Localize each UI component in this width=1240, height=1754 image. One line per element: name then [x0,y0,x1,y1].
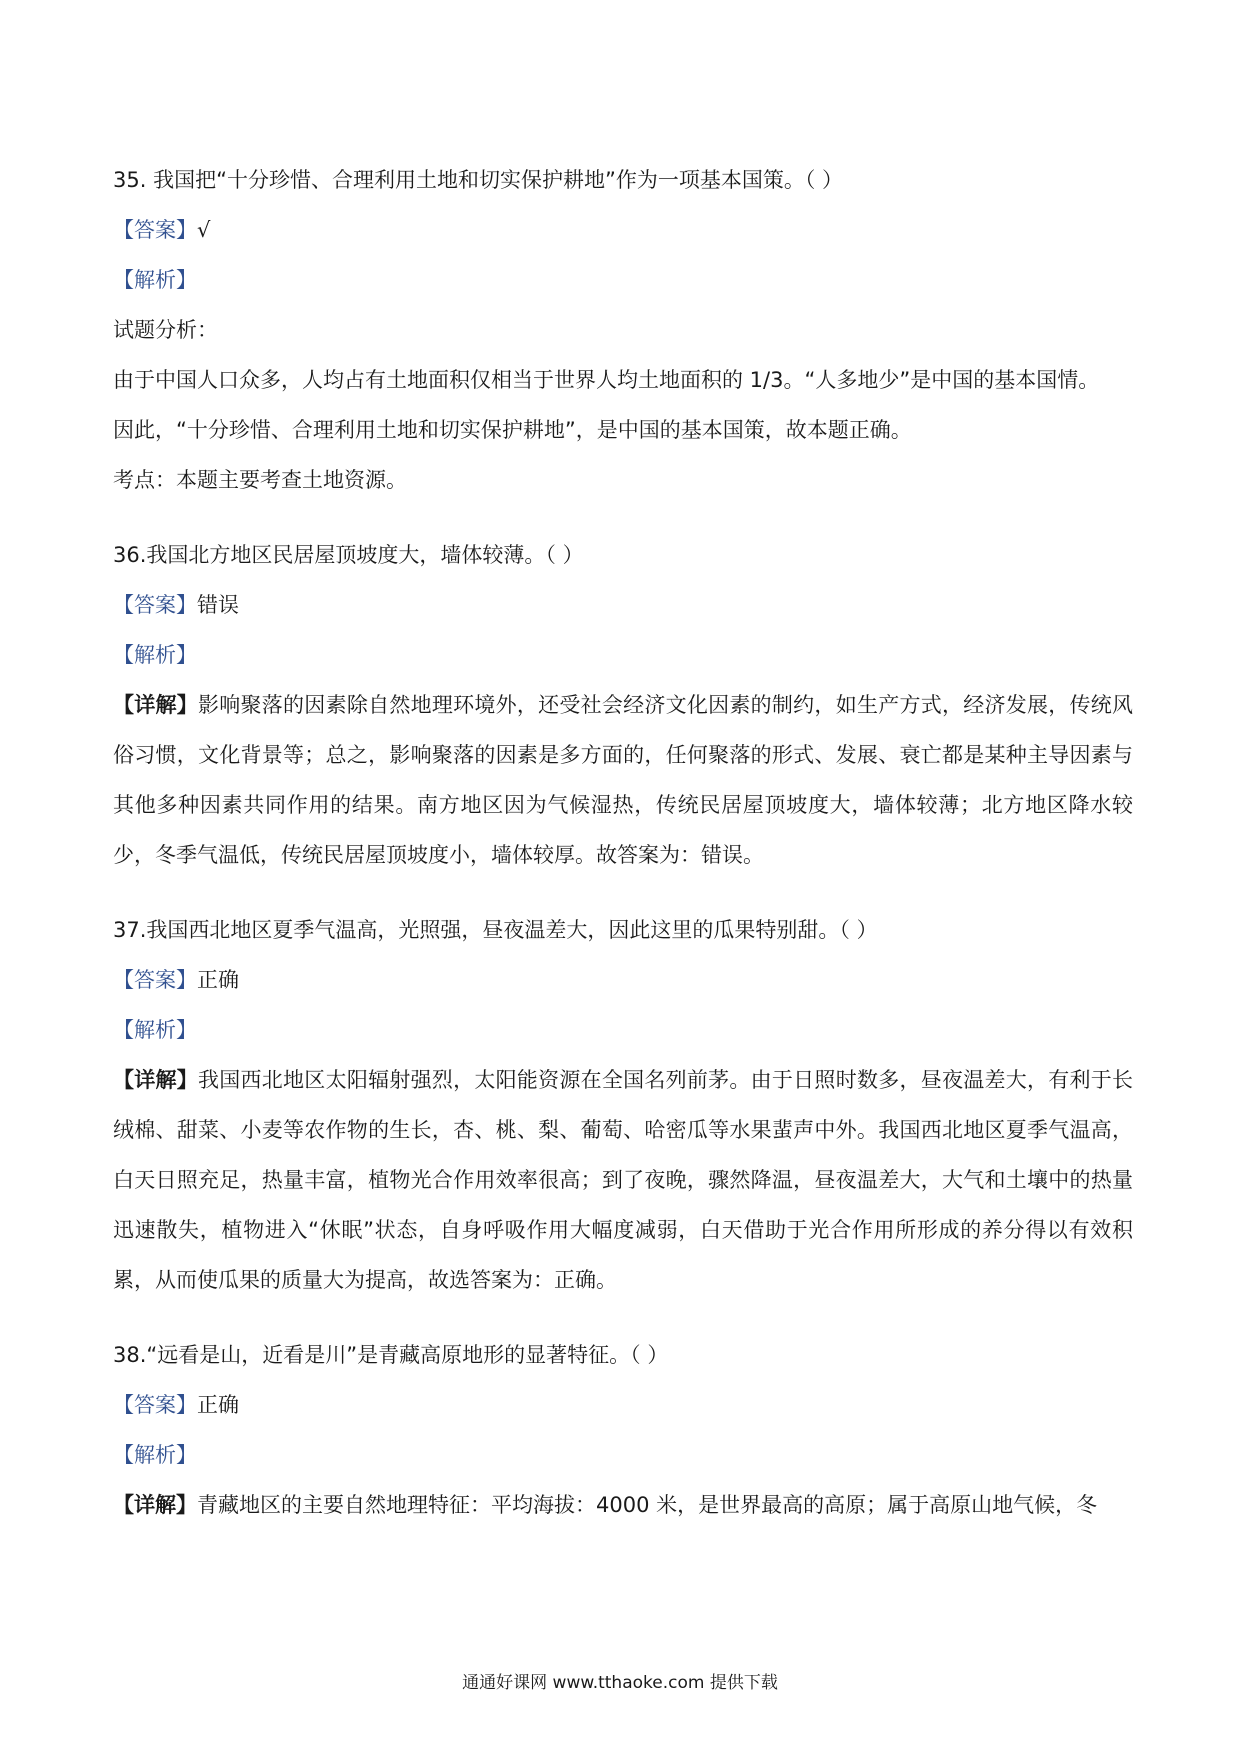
question-title: 37.我国西北地区夏季气温高，光照强，昼夜温差大，因此这里的瓜果特别甜。（ ） [113,918,878,942]
answer-tag: 【答案】 [113,218,197,242]
question-title: 36.我国北方地区民居屋顶坡度大，墙体较薄。（ ） [113,543,584,567]
page-footer: 通通好课网 www.tthaoke.com 提供下载 [462,1673,778,1693]
analysis-line: 试题分析： [113,318,218,342]
detail-tag: 【详解】 [113,693,199,717]
answer-value: 错误 [197,593,239,617]
detail-tag: 【详解】 [113,1068,199,1092]
analysis-tag: 【解析】 [113,1443,197,1467]
answer-line [113,205,1133,255]
answer-value: √ [197,218,211,242]
question-37 [113,905,1133,1305]
answer-line [113,580,1133,630]
analysis-tag: 【解析】 [113,1018,197,1042]
answer-tag: 【答案】 [113,968,197,992]
answer-value: 正确 [197,968,239,992]
detail-paragraph [113,1055,1133,1305]
analysis-line: 由于中国人口众多，人均占有土地面积仅相当于世界人均土地面积的 1/3。“人多地少”是中国的基本国情。 [113,368,1100,392]
answer-line [113,1380,1133,1430]
analysis-tag: 【解析】 [113,643,197,667]
analysis-line: 因此，“十分珍惜、合理利用土地和切实保护耕地”，是中国的基本国策，故本题正确。 [113,418,912,442]
answer-tag: 【答案】 [113,1393,197,1417]
page-content [113,155,1133,1530]
analysis-tag: 【解析】 [113,268,197,292]
analysis-line: 考点：本题主要考查土地资源。 [113,468,407,492]
answer-line [113,955,1133,1005]
question-title: 38.“远看是山，近看是川”是青藏高原地形的显著特征。（ ） [113,1343,669,1367]
detail-text: 我国西北地区太阳辐射强烈，太阳能资源在全国名列前茅。由于日照时数多，昼夜温差大，有利于长绒棉、甜菜、小麦等农作物的生长，杏、桃、梨、葡萄、哈密瓜等水果蜚声中外。我国西北地区夏季气温高，白天日照充足，热量丰富，植物光合作用效率很高；到了夜晚，骤然降温，昼夜温差大，大气和土壤中的热量迅速散失，植物进入“休眠”状态，自身呼吸作用大幅度减弱，白天借助于光合作用所形成的养分得以有效积累，从而使瓜果的质量大为提高，故选答案为：正确。 [113,1068,1134,1292]
question-36 [113,530,1133,880]
answer-value: 正确 [197,1393,239,1417]
detail-text: 青藏地区的主要自然地理特征：平均海拔：4000 米，是世界最高的高原；属于高原山地气候，冬 [197,1493,1098,1517]
detail-text: 影响聚落的因素除自然地理环境外，还受社会经济文化因素的制约，如生产方式，经济发展，传统风俗习惯，文化背景等；总之，影响聚落的因素是多方面的，任何聚落的形式、发展、衰亡都是某种主导因素与其他多种因素共同作用的结果。南方地区因为气候湿热，传统民居屋顶坡度大，墙体较薄；北方地区降水较少，冬季气温低，传统民居屋顶坡度小，墙体较厚。故答案为：错误。 [113,693,1134,867]
question-35 [113,155,1133,505]
question-38 [113,1330,1133,1530]
detail-paragraph [113,1480,1133,1530]
answer-tag: 【答案】 [113,593,197,617]
question-title: 35. 我国把“十分珍惜、合理利用土地和切实保护耕地”作为一项基本国策。（ ） [113,168,844,192]
detail-tag: 【详解】 [113,1493,197,1517]
detail-paragraph [113,680,1133,880]
